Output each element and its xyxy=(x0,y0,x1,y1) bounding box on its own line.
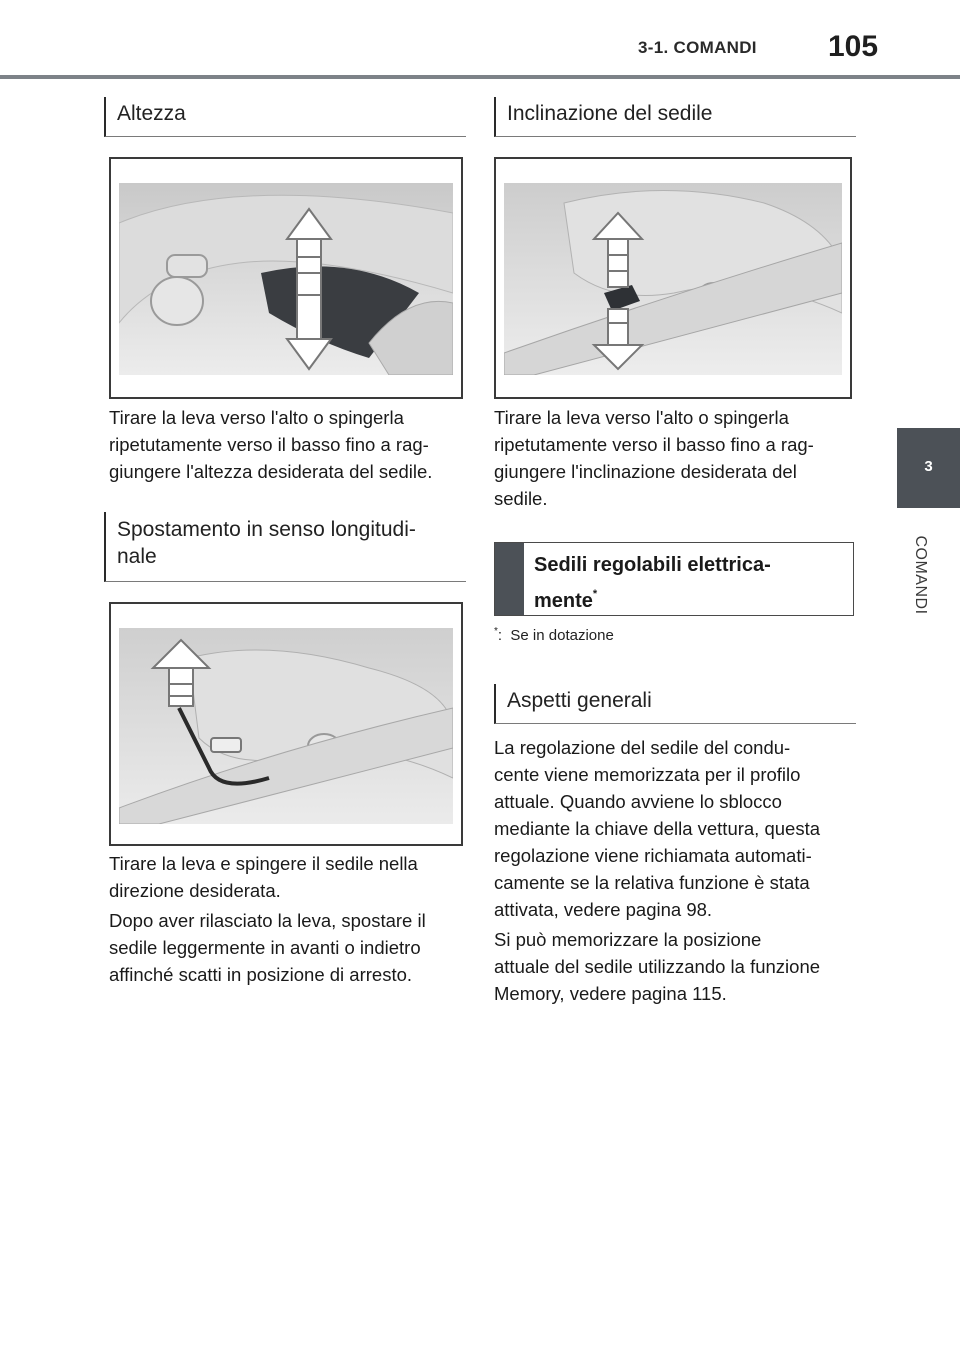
page-number: 105 xyxy=(828,30,879,63)
paragraph-general-2: Si può memorizzare la posizione attuale del sedile utilizzando la funzione Memory, vedere pagina 115. xyxy=(494,929,821,1004)
chapter-label: COMANDI xyxy=(912,535,929,615)
heading-general: Aspetti generali xyxy=(494,684,856,724)
figure-seat-longitudinal xyxy=(109,602,463,846)
paragraph-tilt: Tirare la leva verso l'alto o spingerla ripetutamente verso il basso fino a rag- giungere l'inclinazione desiderata del sedile. xyxy=(494,407,814,509)
electric-seats-title: Sedili regolabili elettrica- mente* xyxy=(534,554,771,612)
heading-tilt: Inclinazione del sedile xyxy=(494,97,856,137)
electric-seats-bar xyxy=(495,543,524,615)
heading-longitudinal: Spostamento in senso longitudi- nale xyxy=(104,512,466,582)
paragraph-longitudinal-1: Tirare la leva e spingere il sedile nella direzione desiderata. xyxy=(109,853,418,901)
paragraph-height: Tirare la leva verso l'alto o spingerla ripetutamente verso il basso fino a rag- giungere l'altezza desiderata del sedile. xyxy=(109,407,433,482)
chapter-number: 3 xyxy=(924,458,933,475)
figure-seat-height xyxy=(109,157,463,399)
paragraph-longitudinal-2: Dopo aver rilasciato la leva, spostare il sedile leggermente in avanti o indietro affinché scatti in posizione di arresto. xyxy=(109,910,426,985)
header-section-title: 3-1. COMANDI xyxy=(638,38,757,57)
optional-marker: * xyxy=(592,588,598,600)
header-rule xyxy=(0,75,960,79)
paragraph-general-1: La regolazione del sedile del condu- cente viene memorizzata per il profilo attuale. Quando avviene lo sblocco mediante la chiave della vettura, questa regolazione viene richiamata automati- camente se la relativa funzione è stata attivata, vedere pagina 98. xyxy=(494,737,821,920)
electric-seats-box xyxy=(494,542,854,616)
chapter-tab xyxy=(897,428,960,508)
figure-seat-tilt xyxy=(494,157,852,399)
footnote: *: Se in dotazione xyxy=(494,626,614,644)
heading-height: Altezza xyxy=(104,97,466,137)
